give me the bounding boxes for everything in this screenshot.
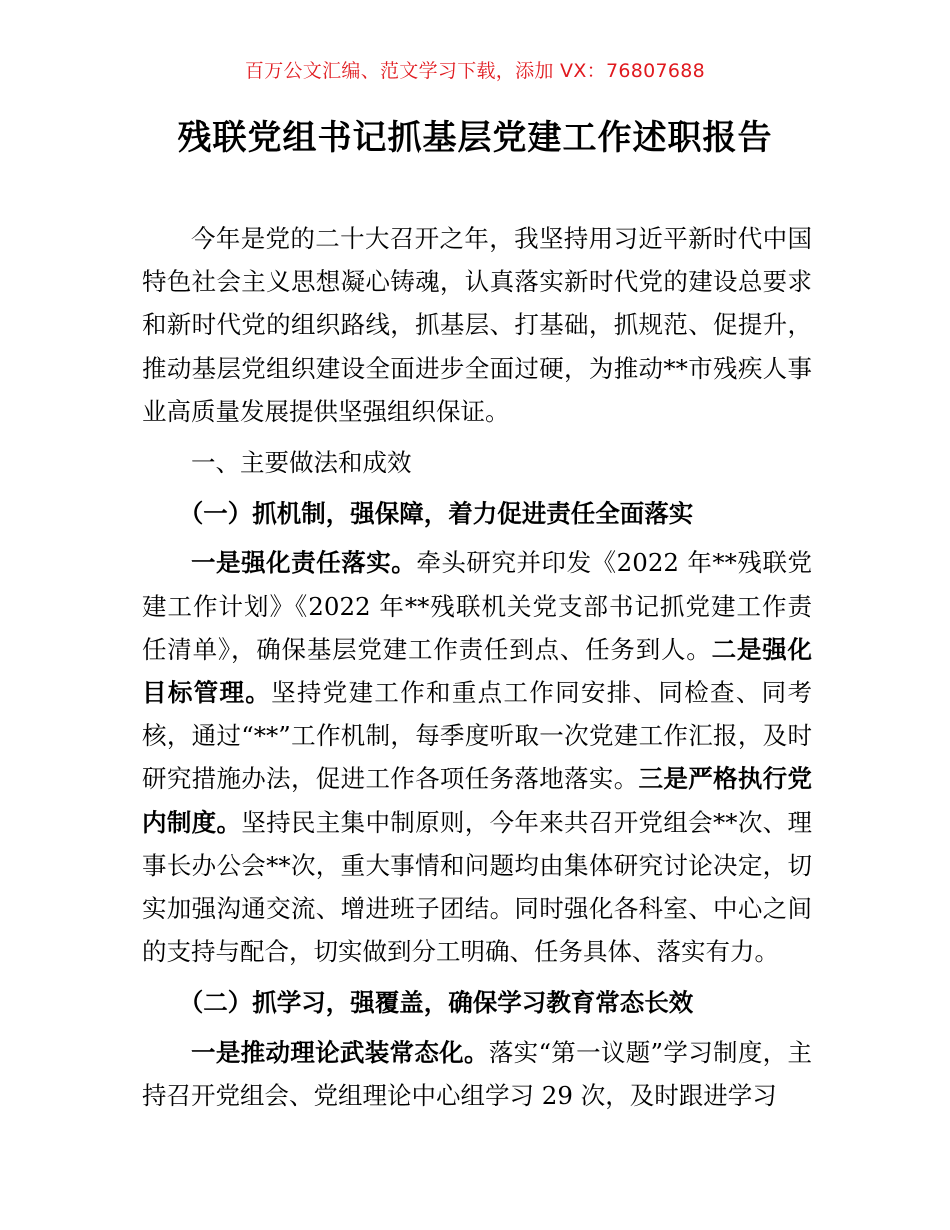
watermark-banner: 百万公文汇编、范文学习下载，添加 VX：76807688 [244, 60, 706, 82]
subsection-heading-1: （一）抓机制，强保障，着力促进责任全面落实 [178, 499, 694, 529]
point-text-2: 坚持党建工作和重点工作同安排、同检查、同考核，通过“**”工作机制，每季度听取一次党建工作汇报，及时研究措施办法，促进工作各项任务落地落实。 [142, 678, 813, 794]
point-label-3: 三是严格执行党内制度。 [142, 764, 813, 837]
subsection-heading-2: （二）抓学习，强覆盖，确保学习教育常态长效 [178, 988, 694, 1018]
paragraph-mechanism [142, 541, 812, 973]
point-label-1: 一是强化责任落实。 [191, 548, 417, 578]
section-heading-1: 一、主要做法和成效 [191, 448, 412, 478]
paragraph-study [142, 1031, 812, 1117]
point-text-1: 牵头研究并印发《2022 年**残联党建工作计划》《2022 年**残联机关党支部书记抓党建工作责任清单》，确保基层党建工作责任到点、任务到人。 [142, 548, 813, 664]
point-text-4: 落实“第一议题”学习制度，主持召开党组会、党组理论中心组学习 29 次，及时跟进学习 [142, 1037, 812, 1110]
point-label-4: 一是推动理论武装常态化。 [191, 1037, 489, 1067]
point-text-3: 坚持民主集中制原则，今年来共召开党组会**次、理事长办公会**次，重大事情和问题均由集体研究讨论决定，切实加强沟通交流、增进班子团结。同时强化各科室、中心之间的支持与配合，切实做到分工明确、任务具体、落实有力。 [142, 807, 813, 967]
page-title: 残联党组书记抓基层党建工作述职报告 [177, 118, 773, 158]
point-label-2: 二是强化目标管理。 [142, 634, 813, 708]
intro-paragraph: 今年是党的二十大召开之年，我坚持用习近平新时代中国特色社会主义思想凝心铸魂，认真落实新时代党的建设总要求和新时代党的组织路线，抓基层、打基础，抓规范、促提升，推动基层党组织建设全面进步全面过硬，为推动**市残疾人事业高质量发展提供坚强组织保证。 [142, 224, 812, 426]
document-body [142, 217, 812, 1117]
